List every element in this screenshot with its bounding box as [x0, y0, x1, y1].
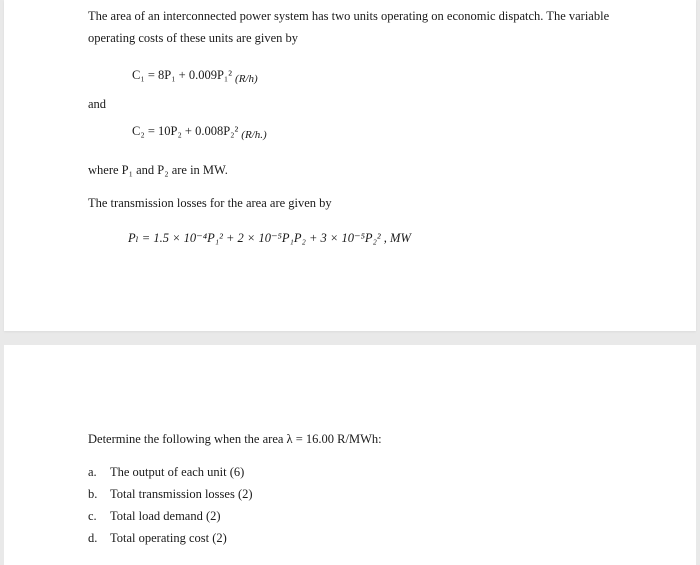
list-item-text: The output of each unit (6): [110, 465, 245, 479]
and-word: and: [88, 97, 107, 111]
list-marker: b.: [88, 487, 98, 501]
list-item: [88, 487, 253, 502]
document-page-2: [4, 345, 696, 565]
cost-equation-2-text: C₂ = 10P₂ + 0.008P₂²: [132, 124, 239, 138]
cost-equation-2-unit: (R/h.): [241, 129, 267, 141]
losses-equation: Pₗ = 1.5 × 10⁻⁴P₁² + 2 × 10⁻⁵P₁P₂ + 3 × 10⁻⁵P₂² , MW: [128, 231, 411, 245]
list-marker: d.: [88, 531, 98, 545]
list-item: [88, 531, 227, 546]
cost-equation-1-unit: (R/h): [235, 73, 258, 85]
list-marker: c.: [88, 509, 97, 523]
document-page-1: [4, 0, 696, 331]
list-item: [88, 465, 244, 480]
intro-line-2: operating costs of these units are given by: [88, 31, 299, 45]
list-item-text: Total transmission losses (2): [110, 487, 253, 501]
intro-line-1: The area of an interconnected power system has two units operating on economic dispatch. The variable: [88, 9, 610, 23]
cost-equation-1-text: C₁ = 8P₁ + 0.009P₁²: [132, 68, 233, 82]
cost-equation-2: [132, 124, 267, 139]
list-marker: a.: [88, 465, 97, 479]
cost-equation-1: [132, 68, 258, 83]
losses-intro: The transmission losses for the area are given by: [88, 196, 332, 210]
list-item-text: Total load demand (2): [110, 509, 221, 523]
list-item: [88, 509, 221, 524]
list-item-text: Total operating cost (2): [110, 531, 227, 545]
question-text: Determine the following when the area λ = 16.00 R/MWh:: [88, 432, 382, 446]
units-note: where P₁ and P₂ are in MW.: [88, 163, 228, 177]
